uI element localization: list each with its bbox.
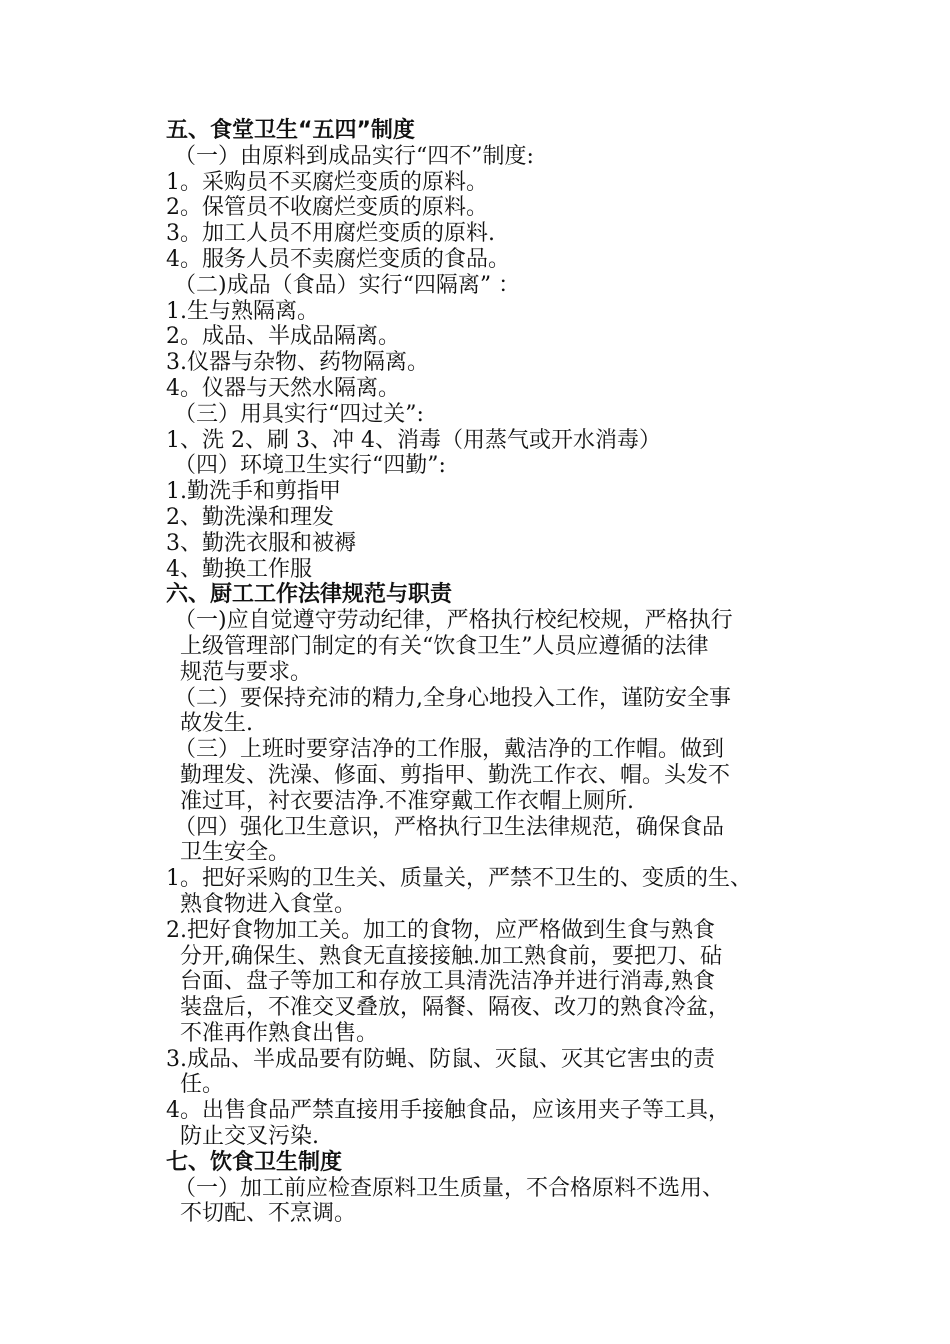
paragraph-line: 1。把好采购的卫生关、质量关，严禁不卫生的、变质的生、: [166, 866, 752, 892]
paragraph-line: 故发生.: [180, 711, 253, 737]
paragraph-line: 熟食物进入食堂。: [180, 891, 357, 917]
paragraph-line: 台面、盘子等加工和存放工具清洗洁净并进行消毒,熟食: [180, 969, 715, 995]
paragraph-line: （三）上班时要穿洁净的工作服，戴洁净的工作帽。做到: [174, 737, 725, 763]
paragraph-line: 上级管理部门制定的有关“饮食卫生”人员应遵循的法律: [180, 633, 709, 659]
list-item: 2。成品、半成品隔离。: [166, 324, 400, 350]
subsection-title: （二)成品（食品）实行“四隔离” ：: [174, 272, 521, 298]
subsection-title: （四）环境卫生实行“四勤”:: [174, 453, 446, 479]
paragraph-line: 防止交叉污染.: [180, 1124, 319, 1150]
paragraph-line: （一）加工前应检查原料卫生质量，不合格原料不选用、: [174, 1175, 725, 1201]
paragraph-line: （四）强化卫生意识，严格执行卫生法律规范，确保食品: [174, 814, 725, 840]
section-heading: 六、厨工工作法律规范与职责: [166, 582, 453, 608]
list-item: 4。仪器与天然水隔离。: [166, 375, 400, 401]
document-body: [166, 118, 846, 1227]
list-item: 1、洗 2、刷 3、冲 4、消毒（用蒸气或开水消毒）: [166, 427, 661, 453]
list-item: 2、勤洗澡和理发: [166, 504, 334, 530]
subsection-title: （一）由原料到成品实行“四不”制度:: [174, 143, 534, 169]
list-item: 3、勤洗衣服和被褥: [166, 530, 356, 556]
paragraph-line: 2.把好食物加工关。加工的食物，应严格做到生食与熟食: [166, 917, 715, 943]
section-heading: 五、食堂卫生“五四”制度: [166, 118, 415, 143]
list-item: 4。服务人员不卖腐烂变质的食品。: [166, 246, 510, 272]
paragraph-line: 不准再作熟食出售。: [180, 1020, 379, 1046]
paragraph-line: 4。出售食品严禁直接用手接触食品，应该用夹子等工具，: [166, 1098, 730, 1124]
list-item: 1.生与熟隔离。: [166, 298, 319, 324]
subsection-title: （三）用具实行“四过关”:: [174, 401, 424, 427]
paragraph-line: （二）要保持充沛的精力,全身心地投入工作，谨防安全事: [174, 685, 731, 711]
list-item: 3.仪器与杂物、药物隔离。: [166, 350, 429, 376]
paragraph-line: 规范与要求。: [180, 659, 313, 685]
paragraph-line: 分开,确保生、熟食无直接接触.加工熟食前，要把刀、砧: [180, 943, 722, 969]
list-item: 1。采购员不买腐烂变质的原料。: [166, 169, 488, 195]
list-item: 4、勤换工作服: [166, 556, 312, 582]
paragraph-line: 3.成品、半成品要有防蝇、防鼠、灭鼠、灭其它害虫的责: [166, 1046, 715, 1072]
paragraph-line: 勤理发、洗澡、修面、剪指甲、勤洗工作衣、帽。头发不: [180, 762, 731, 788]
list-item: 2。保管员不收腐烂变质的原料。: [166, 195, 488, 221]
paragraph-line: 不切配、不烹调。: [180, 1201, 357, 1227]
paragraph-line: 准过耳，衬衣要洁净.不准穿戴工作衣帽上厕所.: [180, 788, 634, 814]
list-item: 1.勤洗手和剪指甲: [166, 479, 341, 505]
paragraph-line: 任。: [180, 1072, 225, 1098]
section-heading: 七、饮食卫生制度: [166, 1149, 343, 1175]
paragraph-line: 卫生安全。: [180, 840, 291, 866]
list-item: 3。加工人员不用腐烂变质的原料.: [166, 221, 495, 247]
paragraph-line: 装盘后，不准交叉叠放，隔餐、隔夜、改刀的熟食冷盆，: [180, 995, 731, 1021]
paragraph-line: （一)应自觉遵守劳动纪律，严格执行校纪校规，严格执行: [174, 608, 733, 634]
